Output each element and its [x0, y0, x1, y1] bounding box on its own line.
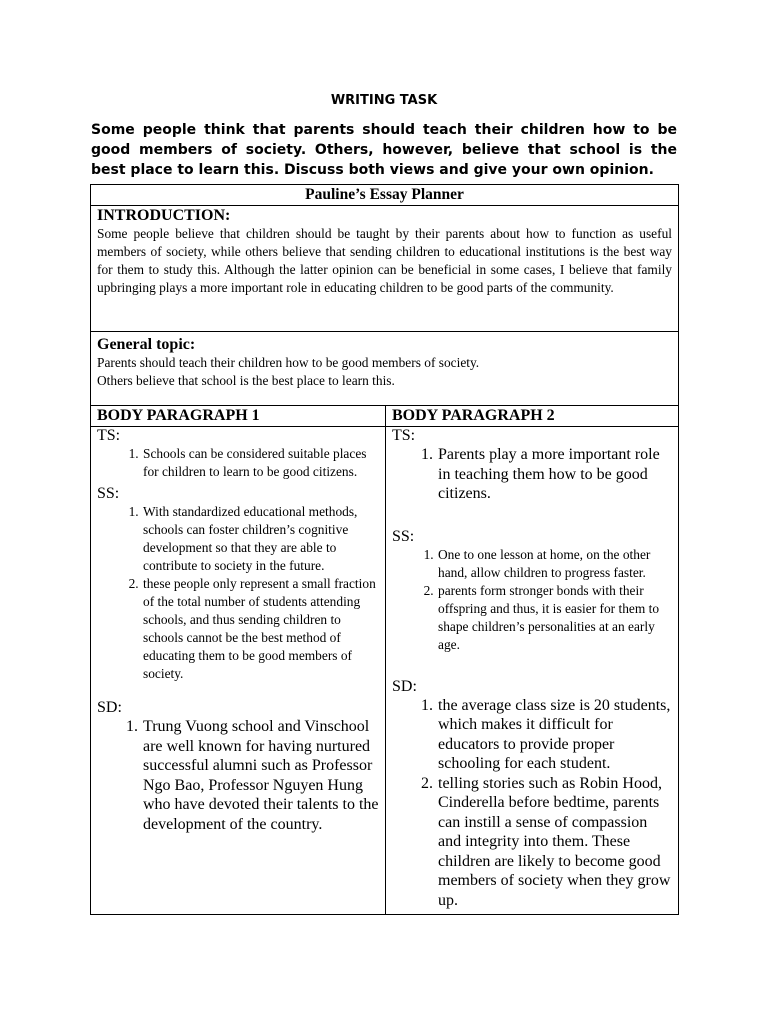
list-item: 1. the average class size is 20 students, which makes it difficult for educators to provide proper schooling for each student. — [437, 696, 672, 774]
list-item: 1. One to one lesson at home, on the other hand, allow children to progress faster. — [437, 546, 672, 582]
body-paragraph-1-heading: BODY PARAGRAPH 1 — [91, 406, 386, 427]
planner-title: Pauline’s Essay Planner — [91, 185, 679, 206]
body-paragraph-1 — [91, 427, 386, 915]
general-topic-section — [91, 332, 679, 406]
ts-label: TS: — [97, 427, 121, 444]
list-item: 1. Schools can be considered suitable places for children to learn to be good citizens. — [142, 445, 379, 481]
general-topic-line: Others believe that school is the best place to learn this. — [97, 373, 395, 388]
sd-list — [97, 717, 379, 834]
list-item: 1. Trung Vuong school and Vinschool are well known for having nurtured successful alumni such as Professor Ngo Bao, Professor Nguyen Hung who have devoted their talents to the development of the country. — [142, 717, 379, 834]
list-item: 1. With standardized educational methods, schools can foster children’s cognitive development so that they are able to contribute to society in the future. — [142, 503, 379, 575]
introduction-heading: INTRODUCTION: — [97, 207, 231, 224]
introduction-text: Some people believe that children should be taught by their parents about how to function as useful members of society, while others believe that sending children to educational institutions is the best way for them to study this. Although the latter opinion can be beneficial in some cases, I believe that family upbringing plays a more important role in educating children to be good parts of the community. — [97, 226, 672, 295]
ts-label: TS: — [392, 427, 416, 444]
list-item: 2. telling stories such as Robin Hood, Cinderella before bedtime, parents can instill a sense of compassion and integrity into them. These children are likely to become good members of society when they grow up. — [437, 774, 672, 911]
ss-list — [97, 503, 379, 683]
ts-list — [392, 445, 672, 504]
sd-label: SD: — [392, 677, 417, 695]
body-paragraph-2-heading: BODY PARAGRAPH 2 — [386, 406, 679, 427]
list-item: 1. Parents play a more important role in teaching them how to be good citizens. — [437, 445, 672, 504]
ts-list — [97, 445, 379, 481]
list-item: 2. parents form stronger bonds with their offspring and thus, it is easier for them to shape children’s personalities at an early age. — [437, 582, 672, 654]
page-title: WRITING TASK — [330, 93, 438, 108]
ss-list — [392, 546, 672, 654]
list-item: 2. these people only represent a small fraction of the total number of students attending schools, and thus sending children to schools cannot be the best method of educating them to be good members of society. — [142, 575, 379, 683]
ss-label: SS: — [392, 527, 415, 545]
body-paragraph-2 — [386, 427, 679, 915]
introduction-section — [91, 206, 679, 332]
general-topic-line: Parents should teach their children how to be good members of society. — [97, 355, 480, 370]
essay-planner-table — [90, 184, 679, 915]
general-topic-heading: General topic: — [97, 336, 196, 353]
task-prompt: Some people think that parents should teach their children how to be good members of society. Others, however, believe that school is the best place to learn this. Discuss both views and give your own opinion. — [91, 122, 677, 178]
ss-label: SS: — [97, 485, 120, 502]
sd-label: SD: — [97, 699, 122, 716]
sd-list — [392, 696, 672, 911]
